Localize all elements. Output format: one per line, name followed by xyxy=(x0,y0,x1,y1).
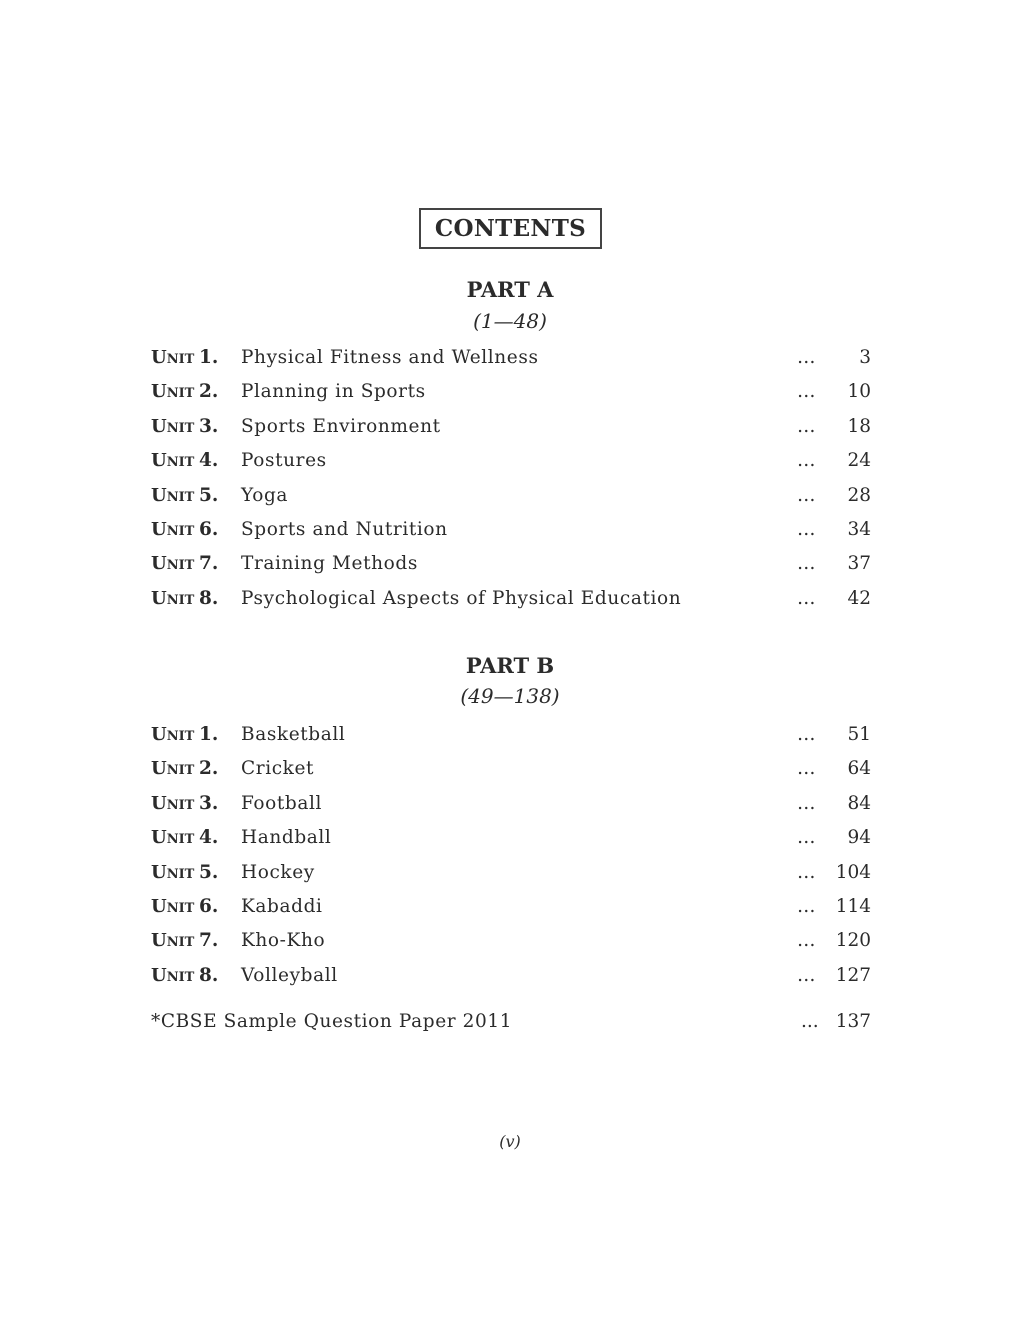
unit-number: 2. xyxy=(199,381,219,403)
page-reference: 24 xyxy=(847,450,871,472)
leader-dots: … xyxy=(797,792,816,814)
unit-number: 6. xyxy=(199,518,219,540)
page-reference: 84 xyxy=(847,792,871,814)
unit-number: 2. xyxy=(199,758,219,780)
part-a-range: (1—48) xyxy=(473,309,547,333)
leader-dots: ... xyxy=(801,1011,819,1032)
leader-dots: … xyxy=(797,895,816,917)
part-b-range: (49—138) xyxy=(460,684,560,708)
unit-word: Unit xyxy=(151,415,195,437)
toc-entry[interactable] xyxy=(151,415,871,449)
toc-entry[interactable] xyxy=(151,518,871,552)
part-a-title: PART A xyxy=(466,277,554,302)
unit-number: 4. xyxy=(199,827,219,849)
unit-title: Training Methods xyxy=(241,553,418,575)
unit-word: Unit xyxy=(151,792,195,814)
unit-word: Unit xyxy=(151,381,195,403)
unit-title: Sports Environment xyxy=(241,415,441,437)
unit-word: Unit xyxy=(151,553,195,575)
page-reference: 94 xyxy=(847,827,871,849)
page-reference: 37 xyxy=(847,553,871,575)
leader-dots: … xyxy=(797,724,816,745)
page-reference: 137 xyxy=(835,1011,871,1032)
page-reference: 104 xyxy=(835,861,871,883)
page-reference: 10 xyxy=(847,381,871,403)
unit-title: Planning in Sports xyxy=(241,381,426,403)
part-b-title: PART B xyxy=(465,653,555,678)
leader-dots: … xyxy=(797,861,816,883)
unit-title: Physical Fitness and Wellness xyxy=(241,347,539,368)
leader-dots: … xyxy=(797,518,816,540)
unit-title: Kho-Kho xyxy=(241,930,326,952)
unit-number: 3. xyxy=(199,415,219,437)
unit-title: Postures xyxy=(241,450,327,472)
unit-word: Unit xyxy=(151,827,195,849)
unit-title: Handball xyxy=(241,827,332,849)
unit-number: 4. xyxy=(199,450,219,472)
unit-number: 1. xyxy=(199,347,219,368)
unit-number: 8. xyxy=(199,964,219,986)
toc-entry[interactable] xyxy=(151,484,871,518)
unit-number: 7. xyxy=(199,553,219,575)
unit-number: 5. xyxy=(199,861,219,883)
toc-entry[interactable] xyxy=(151,929,871,963)
unit-word: Unit xyxy=(151,724,195,745)
page-reference: 42 xyxy=(847,587,871,609)
toc-entry[interactable] xyxy=(151,380,871,414)
leader-dots: … xyxy=(797,964,816,986)
unit-title: Basketball xyxy=(241,724,346,745)
unit-word: Unit xyxy=(151,518,195,540)
page-reference: 114 xyxy=(835,895,871,917)
leader-dots: … xyxy=(797,347,816,368)
page-reference: 51 xyxy=(847,724,871,745)
unit-word: Unit xyxy=(151,484,195,506)
toc-entry[interactable] xyxy=(151,895,871,929)
unit-title: Yoga xyxy=(241,484,289,506)
unit-word: Unit xyxy=(151,587,195,609)
page-reference: 18 xyxy=(847,415,871,437)
toc-entry[interactable] xyxy=(151,346,871,380)
unit-word: Unit xyxy=(151,758,195,780)
leader-dots: … xyxy=(797,827,816,849)
page-reference: 28 xyxy=(847,484,871,506)
unit-number: 5. xyxy=(199,484,219,506)
leader-dots: … xyxy=(797,758,816,780)
unit-word: Unit xyxy=(151,861,195,883)
part-a-unit-list xyxy=(151,346,871,621)
part-b-unit-list xyxy=(151,723,871,998)
leader-dots: … xyxy=(797,484,816,506)
leader-dots: … xyxy=(797,930,816,952)
leader-dots: … xyxy=(797,415,816,437)
unit-number: 7. xyxy=(199,930,219,952)
unit-title: Volleyball xyxy=(241,964,338,986)
unit-title: Sports and Nutrition xyxy=(241,518,448,540)
unit-word: Unit xyxy=(151,895,195,917)
unit-title: Football xyxy=(241,792,323,814)
toc-entry[interactable] xyxy=(151,757,871,791)
toc-entry[interactable] xyxy=(151,552,871,586)
leader-dots: … xyxy=(797,381,816,403)
unit-number: 1. xyxy=(199,724,219,745)
toc-entry[interactable] xyxy=(151,861,871,895)
toc-entry[interactable] xyxy=(151,964,871,998)
toc-entry[interactable] xyxy=(151,792,871,826)
leader-dots: … xyxy=(797,553,816,575)
page-number: (v) xyxy=(499,1132,521,1151)
sample-paper-entry[interactable] xyxy=(151,1010,871,1036)
page-reference: 120 xyxy=(835,930,871,952)
page-reference: 64 xyxy=(847,758,871,780)
toc-entry[interactable] xyxy=(151,449,871,483)
sample-paper-title: *CBSE Sample Question Paper 2011 xyxy=(151,1011,513,1032)
unit-number: 3. xyxy=(199,792,219,814)
page-reference: 3 xyxy=(859,347,871,368)
unit-title: Psychological Aspects of Physical Education xyxy=(241,587,682,609)
toc-entry[interactable] xyxy=(151,723,871,757)
page-reference: 34 xyxy=(847,518,871,540)
unit-word: Unit xyxy=(151,347,195,368)
page-reference: 127 xyxy=(835,964,871,986)
leader-dots: … xyxy=(797,450,816,472)
unit-word: Unit xyxy=(151,930,195,952)
toc-entry[interactable] xyxy=(151,826,871,860)
toc-entry[interactable] xyxy=(151,587,871,621)
unit-number: 6. xyxy=(199,895,219,917)
unit-title: Cricket xyxy=(241,758,315,780)
unit-word: Unit xyxy=(151,964,195,986)
unit-title: Kabaddi xyxy=(241,895,323,917)
leader-dots: … xyxy=(797,587,816,609)
unit-word: Unit xyxy=(151,450,195,472)
unit-title: Hockey xyxy=(241,861,315,883)
unit-number: 8. xyxy=(199,587,219,609)
contents-heading: CONTENTS xyxy=(419,208,602,249)
